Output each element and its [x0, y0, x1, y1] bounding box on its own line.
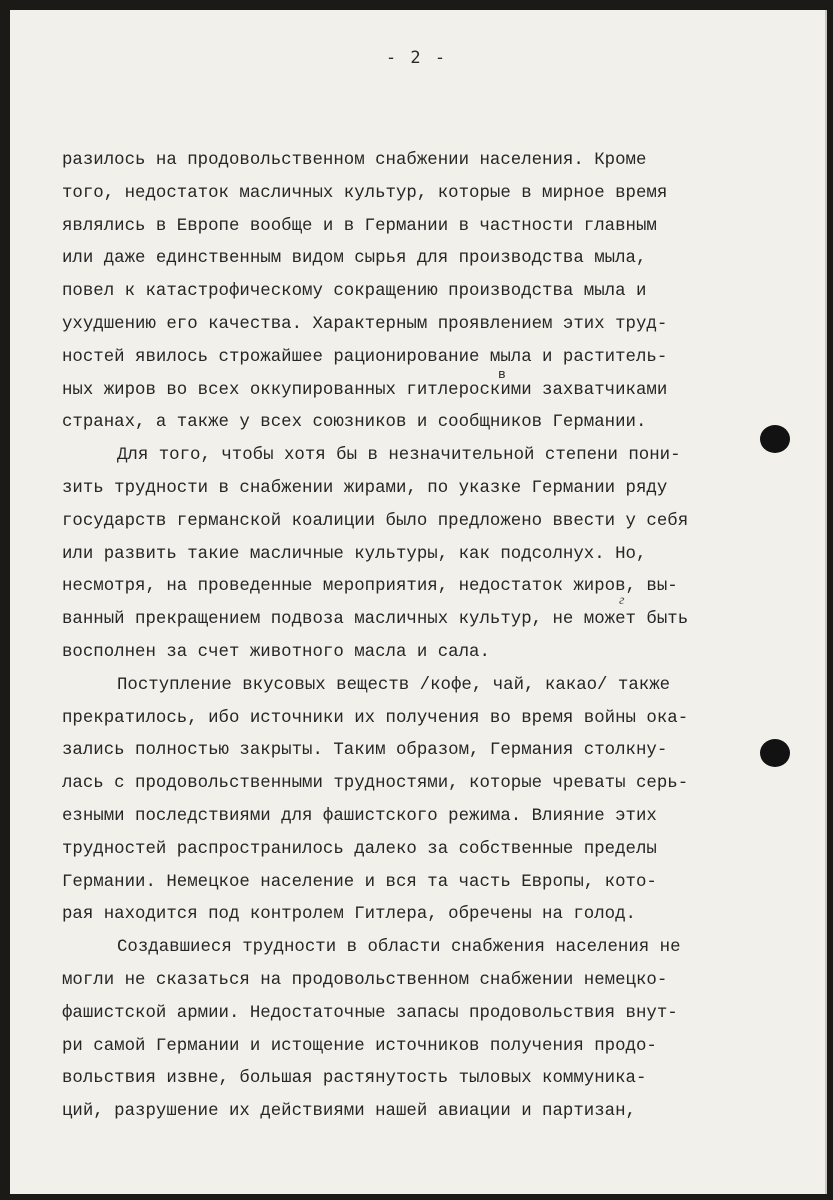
text-line: Для того, чтобы хотя бы в незначительной степени пони-	[117, 446, 681, 466]
text-line: ухудшению его качества. Характерным проявлением этих труд-	[62, 314, 668, 334]
text-line: повел к катастрофическому сокращению производства мыла и	[62, 282, 647, 302]
text-line: Поступление вкусовых веществ /кофе, чай, какао/ также	[117, 675, 671, 695]
text-line: ций, разрушение их действиями нашей авиации и партизан,	[62, 1102, 636, 1122]
text-line: несмотря, на проведенные мероприятия, недостаток жиров, вы-	[62, 577, 678, 597]
typed-insertion-mark: в	[498, 367, 506, 382]
text-line: фашистской армии. Недостаточные запасы продовольствия внут-	[62, 1003, 678, 1023]
text-line: восполнен за счет животного масла и сала.	[62, 642, 490, 662]
page-number: - 2 -	[385, 48, 448, 68]
text-line: Создавшиеся трудности в области снабжения населения не	[117, 938, 681, 958]
text-line: ностей явилось строжайшее рационирование мыла и раститель-	[62, 347, 668, 367]
text-line: ри самой Германии и истощение источников получения продо-	[62, 1036, 657, 1056]
handwritten-margin-mark: г	[619, 593, 625, 608]
text-line: трудностей распространилось далеко за собственные пределы	[62, 839, 657, 859]
text-line: лась с продовольственными трудностями, которые чреваты серь-	[62, 774, 689, 794]
text-line: прекратилось, ибо источники их получения во время войны ока-	[62, 708, 689, 728]
document-body	[62, 145, 722, 1129]
text-line: могли не сказаться на продовольственном снабжении немецко-	[62, 970, 668, 990]
text-line: разилось на продовольственном снабжении населения. Кроме	[62, 151, 647, 170]
text-line: ванный прекращением подвоза масличных культур, не может быть	[62, 610, 689, 630]
text-line: рая находится под контролем Гитлера, обречены на голод.	[62, 905, 636, 925]
text-line: того, недостаток масличных культур, которые в мирное время	[62, 183, 668, 203]
text-line: езными последствиями для фашистского режима. Влияние этих	[62, 806, 657, 826]
text-line: государств германской коалиции было предложено ввести у себя	[62, 511, 689, 531]
text-line: странах, а также у всех союзников и сообщников Германии.	[62, 413, 647, 433]
text-line: или развить такие масличные культуры, как подсолнух. Но,	[62, 544, 647, 564]
binder-hole	[760, 425, 790, 453]
text-line: зить трудности в снабжении жирами, по указке Германии ряду	[62, 478, 668, 498]
text-line: вольствия извне, большая растянутость тыловых коммуникa-	[62, 1069, 647, 1089]
text-line: являлись в Европе вообще и в Германии в частности главным	[62, 216, 657, 236]
binder-hole	[760, 739, 790, 767]
text-line: ных жиров во всех оккупированных гитлероскими захватчиками	[62, 380, 668, 400]
text-line: зались полностью закрыты. Таким образом, Германия столкну-	[62, 741, 668, 761]
text-line: или даже единственным видом сырья для производства мыла,	[62, 249, 647, 269]
text-line: Германии. Немецкое население и вся та часть Европы, кото-	[62, 872, 657, 892]
